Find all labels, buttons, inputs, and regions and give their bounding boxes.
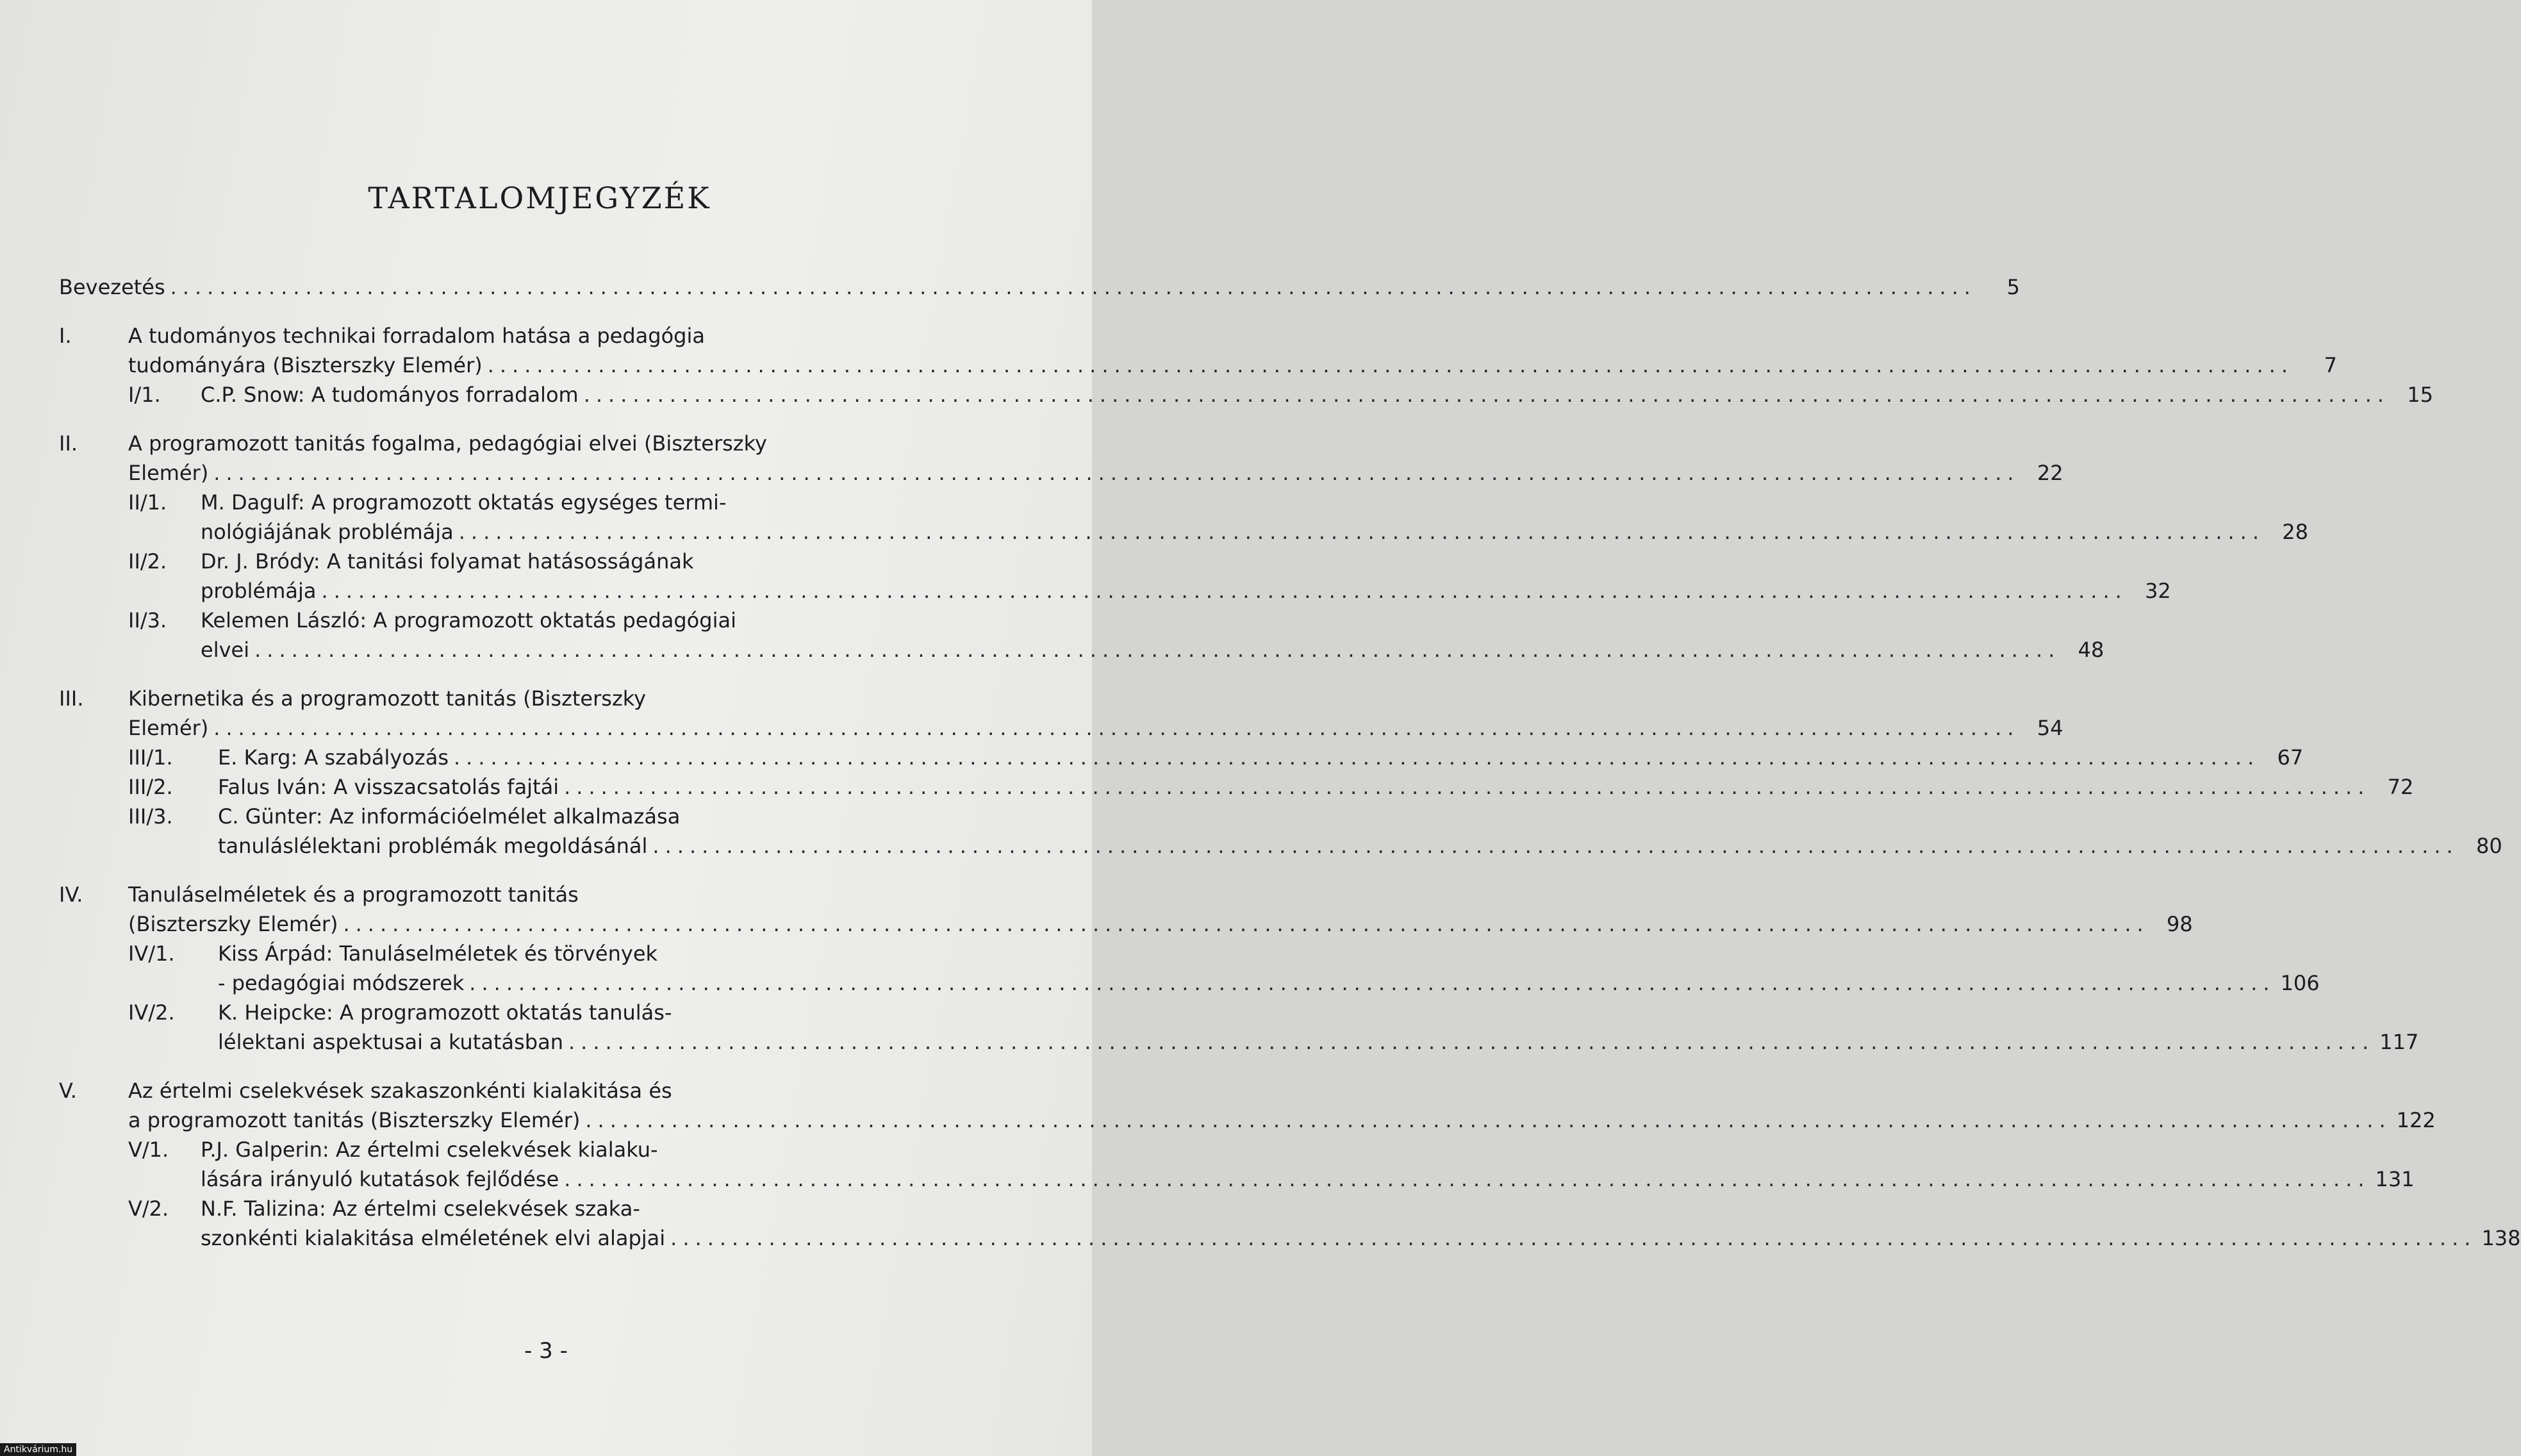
toc-entry-title: C.P. Snow: A tudományos forradalom bbox=[201, 383, 579, 407]
toc-section bbox=[59, 880, 2419, 1057]
toc-entry-title: Dr. J. Bródy: A tanitási folyamat hatásosságának bbox=[201, 549, 694, 574]
toc-subentry bbox=[59, 1194, 2521, 1253]
toc-entry-title: A tudományos technikai forradalom hatása a pedagógia bbox=[128, 324, 705, 348]
toc-entry-number: IV/1. bbox=[128, 941, 175, 966]
toc-entry-number: III/1. bbox=[128, 745, 173, 770]
toc-subentry bbox=[59, 488, 2309, 547]
toc-entry-title: Kiss Árpád: Tanuláselméletek és törvények bbox=[218, 941, 658, 966]
toc-page-number: 98 bbox=[2167, 912, 2193, 936]
toc-entry bbox=[59, 429, 2063, 488]
toc-subentry bbox=[59, 547, 2171, 606]
toc-entry bbox=[59, 321, 2337, 380]
toc-entry bbox=[59, 880, 2193, 939]
toc-entry-number: IV/2. bbox=[128, 1000, 175, 1025]
leader-dots bbox=[213, 713, 2019, 743]
toc-entry-number: V/1. bbox=[128, 1138, 169, 1162]
toc-page-number: 117 bbox=[2379, 1030, 2419, 1054]
toc-entry-title: (Biszterszky Elemér) bbox=[128, 912, 338, 936]
toc-entry-title: Tanuláselméletek és a programozott tanitás bbox=[128, 882, 579, 907]
toc-page-number: 7 bbox=[2324, 353, 2337, 377]
toc-page-number: 15 bbox=[2407, 383, 2433, 407]
leader-dots bbox=[254, 635, 2060, 665]
toc-subentry bbox=[59, 772, 2414, 802]
toc-subentry bbox=[59, 606, 2104, 665]
toc-entry-title: lélektani aspektusai a kutatásban bbox=[218, 1030, 563, 1054]
toc-section bbox=[59, 321, 2433, 410]
table-of-contents bbox=[59, 272, 2521, 1272]
toc-entry-title: C. Günter: Az információelmélet alkalmazása bbox=[218, 804, 681, 829]
toc-entry-title: K. Heipcke: A programozott oktatás tanulás- bbox=[218, 1000, 672, 1025]
toc-entry-title: Bevezetés bbox=[59, 275, 165, 299]
toc-entry-title: Elemér) bbox=[128, 461, 209, 485]
toc-entry-number: V/2. bbox=[128, 1196, 169, 1221]
leader-dots bbox=[670, 1223, 2476, 1253]
toc-entry bbox=[59, 272, 2020, 302]
toc-page-number: 67 bbox=[2277, 745, 2304, 770]
toc-entry-title: E. Karg: A szabályozás bbox=[218, 745, 449, 770]
toc-entry-title: Elemér) bbox=[128, 716, 209, 740]
leader-dots bbox=[488, 351, 2294, 380]
leader-dots bbox=[459, 517, 2265, 547]
page-title: TARTALOMJEGYZÉK bbox=[368, 181, 711, 215]
leader-dots bbox=[584, 380, 2390, 410]
toc-subentry bbox=[59, 743, 2304, 772]
toc-entry bbox=[59, 684, 2063, 743]
leader-dots bbox=[469, 968, 2275, 998]
toc-page-number: 48 bbox=[2078, 638, 2104, 662]
toc-entry-title: tudományára (Biszterszky Elemér) bbox=[128, 353, 483, 377]
toc-intro bbox=[59, 272, 2020, 302]
leader-dots bbox=[564, 772, 2370, 802]
toc-section bbox=[59, 1076, 2521, 1253]
toc-entry-title: Falus Iván: A visszacsatolás fajtái bbox=[218, 775, 559, 799]
toc-page-number: 106 bbox=[2280, 971, 2320, 995]
toc-page-number: 22 bbox=[2037, 461, 2063, 485]
leader-dots bbox=[343, 909, 2149, 939]
toc-entry-number: III/3. bbox=[128, 804, 173, 829]
toc-entry-title: M. Dagulf: A programozott oktatás egységes termi- bbox=[201, 490, 727, 515]
leader-dots bbox=[322, 576, 2128, 606]
toc-subentry bbox=[59, 802, 2502, 861]
toc-page-number: 5 bbox=[2006, 275, 2020, 299]
toc-page-number: 131 bbox=[2375, 1167, 2415, 1191]
toc-subentry bbox=[59, 380, 2433, 410]
toc-entry-number: II/3. bbox=[128, 608, 167, 633]
toc-entry-number: IV. bbox=[59, 882, 83, 907]
toc-entry-title: szonkénti kialakitása elméletének elvi alapjai bbox=[201, 1226, 666, 1250]
leader-dots bbox=[568, 1027, 2374, 1057]
toc-section bbox=[59, 684, 2502, 861]
toc-entry-title: elvei bbox=[201, 638, 250, 662]
toc-subentry bbox=[59, 998, 2419, 1057]
leader-dots bbox=[585, 1105, 2391, 1135]
toc-entry-title: tanuláslélektani problémák megoldásánál bbox=[218, 834, 648, 858]
leader-dots bbox=[213, 458, 2019, 488]
toc-page-number: 54 bbox=[2037, 716, 2063, 740]
toc-entry-number: III. bbox=[59, 686, 84, 711]
toc-entry bbox=[59, 1076, 2436, 1135]
leader-dots bbox=[564, 1164, 2370, 1194]
toc-entry-title: a programozott tanitás (Biszterszky Elemér) bbox=[128, 1108, 581, 1132]
toc-entry-number: I/1. bbox=[128, 383, 161, 407]
toc-entry-title: nológiájának problémája bbox=[201, 520, 454, 544]
leader-dots bbox=[170, 272, 1976, 302]
toc-page-number: 80 bbox=[2476, 834, 2502, 858]
toc-entry-number: V. bbox=[59, 1079, 77, 1103]
toc-page-number: 122 bbox=[2396, 1108, 2436, 1132]
page-number-footer: - 3 - bbox=[524, 1338, 568, 1364]
toc-entry-title: A programozott tanitás fogalma, pedagógiai elvei (Biszterszky bbox=[128, 431, 767, 456]
toc-page-number: 72 bbox=[2387, 775, 2414, 799]
toc-entry-title: N.F. Talizina: Az értelmi cselekvések szaka- bbox=[201, 1196, 640, 1221]
toc-section bbox=[59, 429, 2309, 665]
leader-dots bbox=[454, 743, 2260, 772]
watermark: Antikvárium.hu bbox=[0, 1443, 76, 1456]
toc-entry-number: II/2. bbox=[128, 549, 167, 574]
toc-page-number: 138 bbox=[2481, 1226, 2521, 1250]
toc-subentry bbox=[59, 1135, 2415, 1194]
toc-subentry bbox=[59, 939, 2320, 998]
toc-entry-number: II. bbox=[59, 431, 78, 456]
toc-entry-title: problémája bbox=[201, 579, 317, 603]
toc-entry-number: II/1. bbox=[128, 490, 167, 515]
toc-page-number: 28 bbox=[2282, 520, 2309, 544]
toc-entry-number: III/2. bbox=[128, 775, 173, 799]
toc-entry-title: Kelemen László: A programozott oktatás pedagógiai bbox=[201, 608, 736, 633]
toc-entry-title: lására irányuló kutatások fejlődése bbox=[201, 1167, 559, 1191]
toc-entry-title: P.J. Galperin: Az értelmi cselekvések kialaku- bbox=[201, 1138, 658, 1162]
leader-dots bbox=[652, 831, 2458, 861]
toc-entry-title: Kibernetika és a programozott tanitás (Biszterszky bbox=[128, 686, 647, 711]
toc-page-number: 32 bbox=[2145, 579, 2171, 603]
toc-entry-title: - pedagógiai módszerek bbox=[218, 971, 465, 995]
toc-entry-title: Az értelmi cselekvések szakaszonkénti kialakitása és bbox=[128, 1079, 672, 1103]
toc-entry-number: I. bbox=[59, 324, 72, 348]
